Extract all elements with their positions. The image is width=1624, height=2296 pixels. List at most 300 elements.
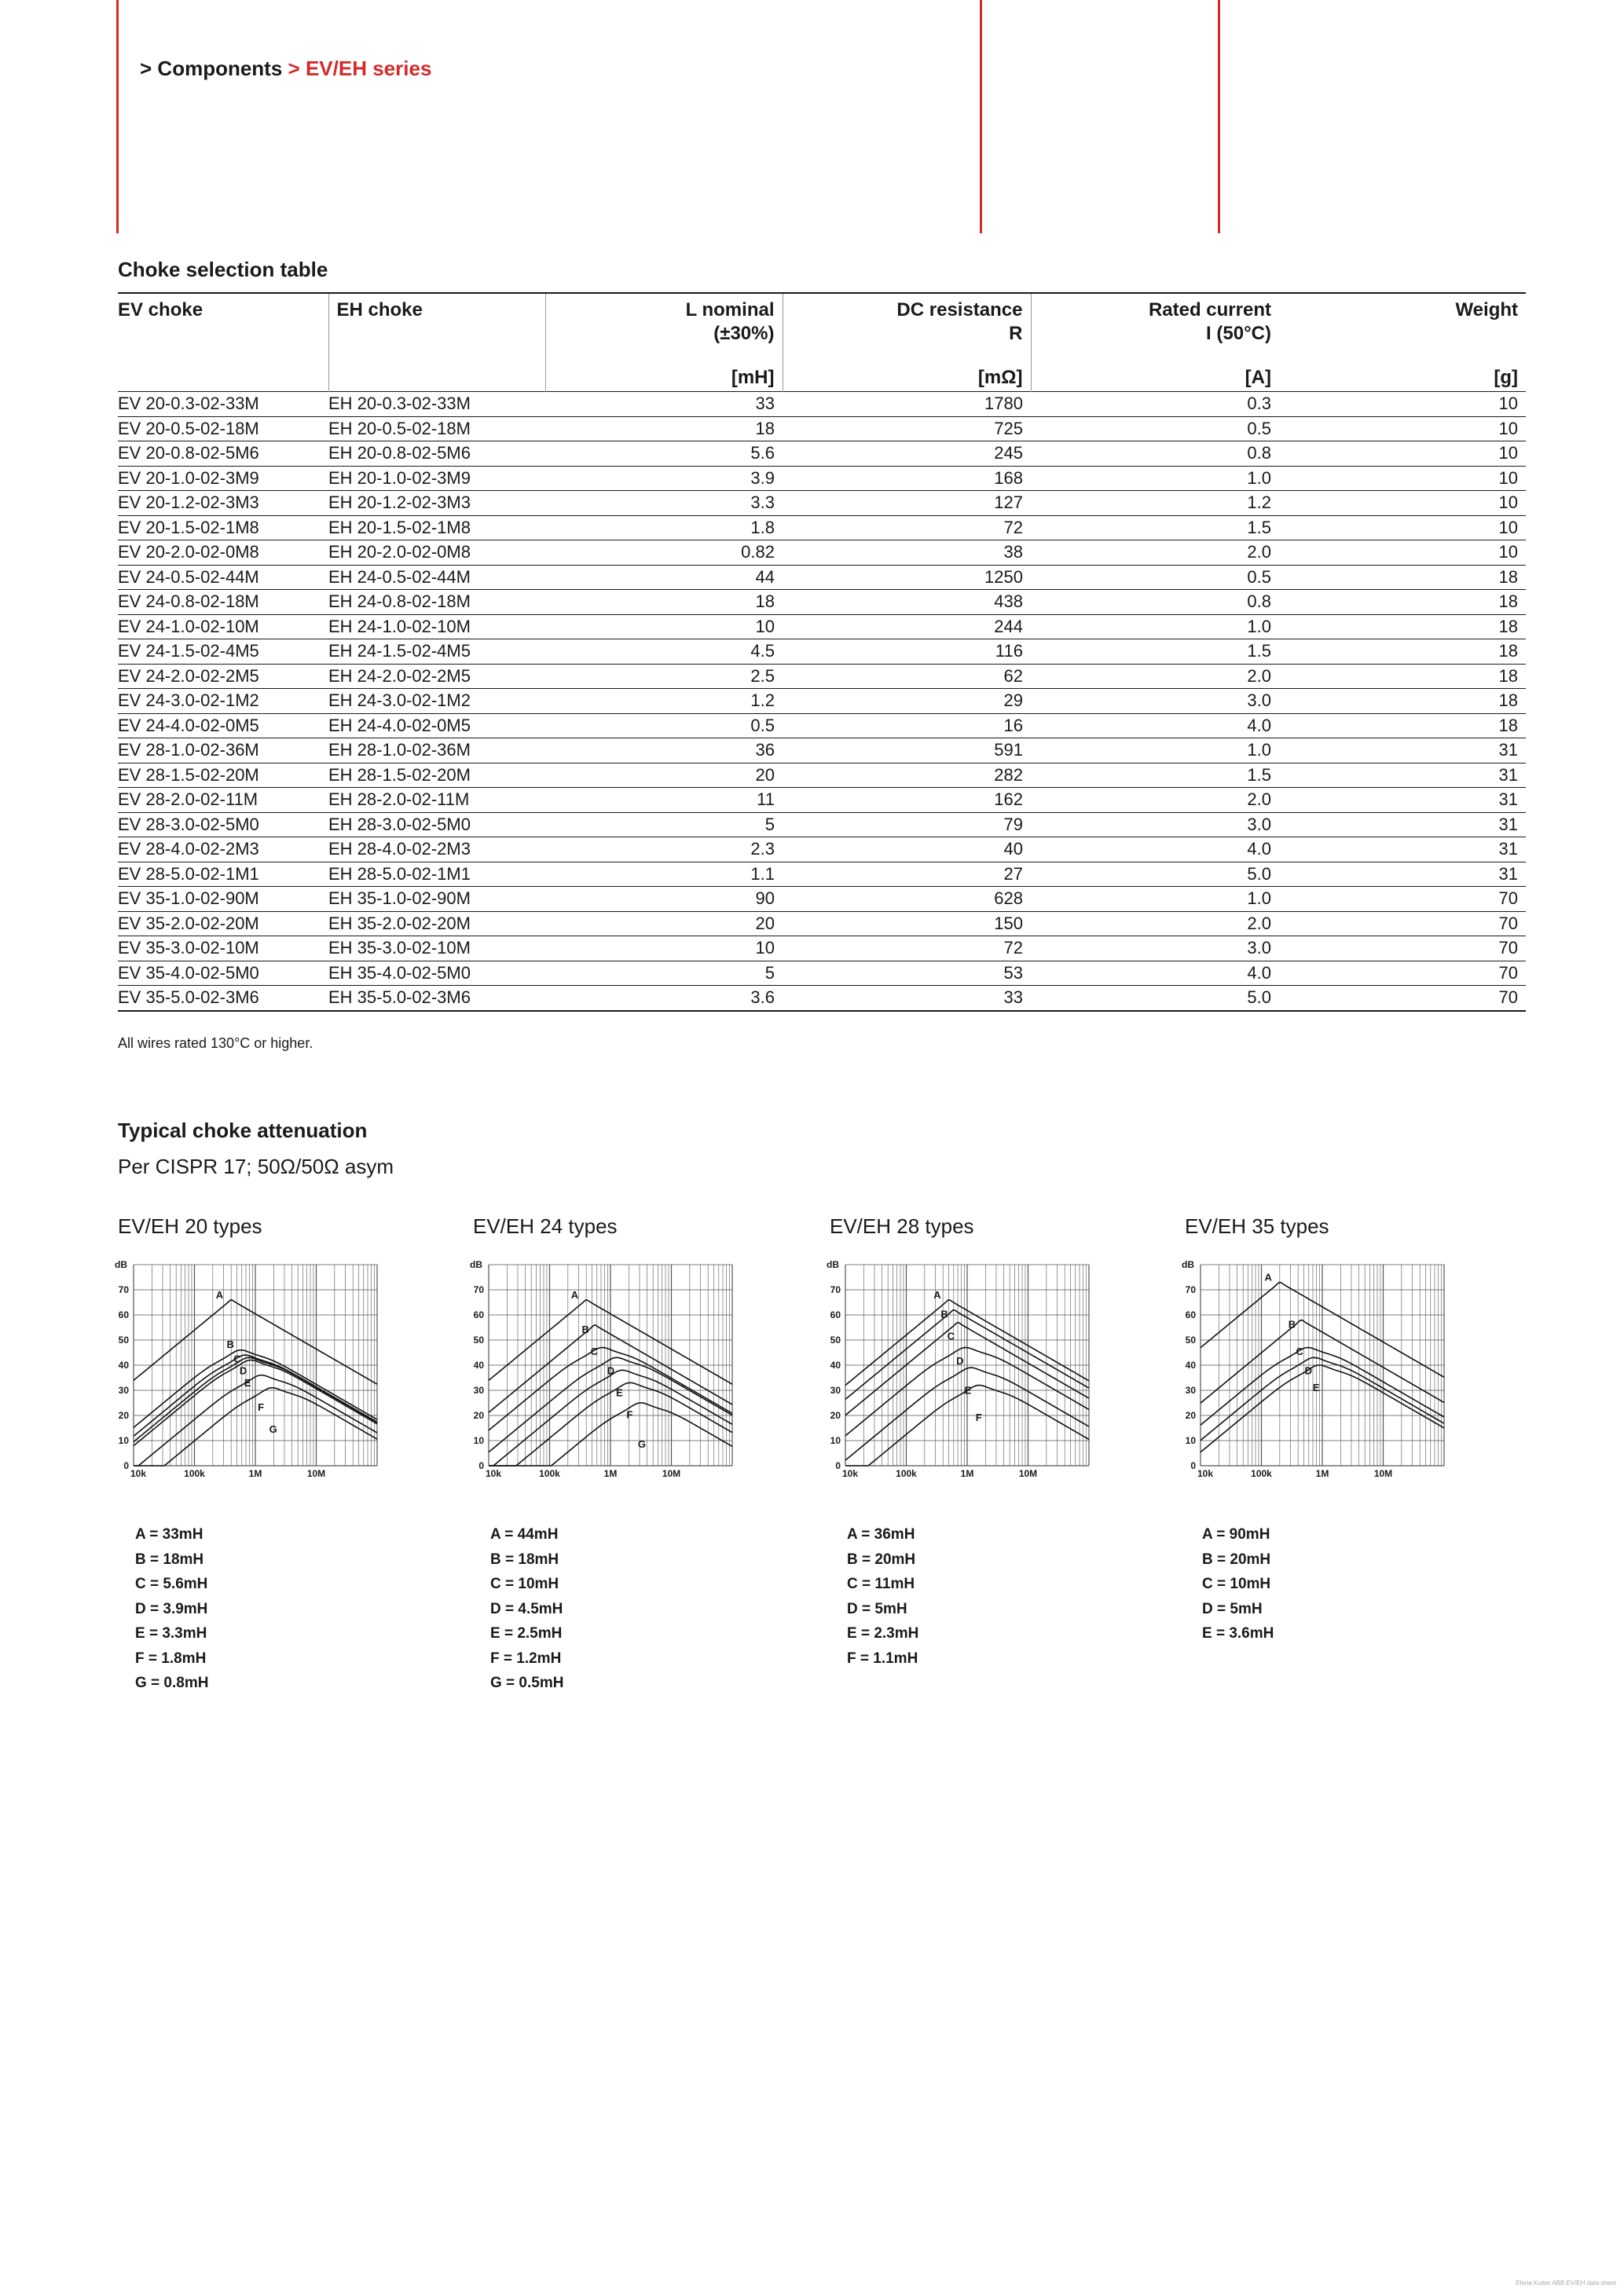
- cell-eh-choke: EH 20-1.2-02-3M3: [328, 491, 545, 516]
- header-ev-choke: EV choke: [118, 293, 328, 364]
- choke-selection-table: [118, 292, 1526, 1012]
- cell-dc-resistance: 1250: [783, 565, 1031, 590]
- legend-entry: D = 5mH: [847, 1600, 907, 1617]
- y-tick-label: 0: [1190, 1460, 1196, 1471]
- breadcrumb: [140, 57, 431, 81]
- header-dc-symbol: R: [1009, 323, 1023, 344]
- cell-weight: 70: [1279, 911, 1526, 936]
- header-rated-sub: I (50°C): [1206, 323, 1271, 344]
- y-tick-label: 20: [118, 1410, 129, 1421]
- header-dc-resistance: [783, 293, 1031, 364]
- y-tick-label: 20: [1185, 1410, 1196, 1421]
- legend-entry: F = 1.1mH: [847, 1650, 918, 1667]
- y-tick-label: 60: [830, 1309, 841, 1320]
- y-tick-label: 10: [118, 1435, 129, 1446]
- cell-dc-resistance: 16: [783, 713, 1031, 738]
- cell-eh-choke: EH 24-4.0-02-0M5: [328, 713, 545, 738]
- y-tick-label: 10: [473, 1435, 484, 1446]
- curve-label: E: [1312, 1382, 1320, 1394]
- cell-l-nominal: 20: [545, 763, 783, 788]
- legend-entry: A = 36mH: [847, 1526, 915, 1543]
- legend-entry: B = 18mH: [135, 1551, 204, 1568]
- y-tick-label: 30: [473, 1385, 484, 1396]
- curve-label: F: [626, 1408, 633, 1421]
- attenuation-chart-35: [1177, 1249, 1452, 1492]
- cell-rated-current: 1.0: [1031, 614, 1279, 639]
- table-row: [118, 936, 1526, 961]
- legend-entry: E = 2.5mH: [490, 1625, 563, 1642]
- cell-dc-resistance: 725: [783, 416, 1031, 441]
- cell-rated-current: 4.0: [1031, 961, 1279, 986]
- cell-l-nominal: 11: [545, 788, 783, 813]
- header-l-tolerance: (±30%): [713, 323, 775, 344]
- cell-rated-current: 1.5: [1031, 515, 1279, 540]
- x-tick-label: 10M: [306, 1468, 326, 1479]
- table-row: [118, 689, 1526, 714]
- cell-ev-choke: EV 28-3.0-02-5M0: [118, 812, 328, 837]
- cell-weight: 31: [1279, 788, 1526, 813]
- table-row: [118, 639, 1526, 665]
- cell-l-nominal: 90: [545, 887, 783, 912]
- table-row: [118, 565, 1526, 590]
- cell-weight: 18: [1279, 590, 1526, 615]
- cell-rated-current: 2.0: [1031, 664, 1279, 689]
- cell-ev-choke: EV 24-3.0-02-1M2: [118, 689, 328, 714]
- cell-rated-current: 0.3: [1031, 392, 1279, 417]
- cell-ev-choke: EV 28-2.0-02-11M: [118, 788, 328, 813]
- cell-l-nominal: 18: [545, 416, 783, 441]
- x-tick-label: 10k: [130, 1468, 147, 1479]
- cell-dc-resistance: 62: [783, 664, 1031, 689]
- cell-ev-choke: EV 20-1.2-02-3M3: [118, 491, 328, 516]
- x-tick-label: 1M: [1315, 1468, 1329, 1479]
- unit-g: [g]: [1494, 367, 1518, 388]
- header-rated-label: Rated current: [1148, 299, 1271, 320]
- cell-dc-resistance: 53: [783, 961, 1031, 986]
- table-row: [118, 614, 1526, 639]
- curve-label: G: [269, 1423, 277, 1435]
- cell-l-nominal: 10: [545, 936, 783, 961]
- cell-weight: 18: [1279, 639, 1526, 665]
- legend-entry: E = 3.3mH: [135, 1625, 207, 1642]
- attenuation-chart-20: [110, 1249, 385, 1492]
- cell-weight: 31: [1279, 862, 1526, 887]
- cell-dc-resistance: 245: [783, 441, 1031, 467]
- cell-l-nominal: 1.1: [545, 862, 783, 887]
- cell-weight: 18: [1279, 614, 1526, 639]
- legend-entry: A = 90mH: [1202, 1526, 1270, 1543]
- x-tick-label: 10M: [662, 1468, 681, 1479]
- legend-entry: G = 0.8mH: [135, 1675, 209, 1691]
- cell-weight: 31: [1279, 738, 1526, 764]
- cell-dc-resistance: 27: [783, 862, 1031, 887]
- y-axis-label: dB: [827, 1259, 839, 1270]
- header-l-nominal-label: L nominal: [685, 299, 775, 320]
- legend-entry: F = 1.2mH: [490, 1650, 562, 1667]
- y-tick-label: 60: [1185, 1309, 1196, 1320]
- curve-label: D: [239, 1364, 247, 1377]
- table-title: Choke selection table: [118, 258, 328, 281]
- x-tick-label: 1M: [960, 1468, 974, 1479]
- legend-entry: F = 1.8mH: [135, 1650, 207, 1667]
- legend-entry: E = 3.6mH: [1202, 1625, 1274, 1642]
- cell-l-nominal: 44: [545, 565, 783, 590]
- cell-rated-current: 0.5: [1031, 416, 1279, 441]
- table-row: [118, 862, 1526, 887]
- cell-weight: 70: [1279, 961, 1526, 986]
- breadcrumb-current: EV/EH series: [305, 57, 432, 80]
- cell-ev-choke: EV 20-0.5-02-18M: [118, 416, 328, 441]
- y-tick-label: 20: [830, 1410, 841, 1421]
- unit-mohm: [mΩ]: [783, 364, 1031, 392]
- cell-rated-current: 4.0: [1031, 837, 1279, 862]
- cell-ev-choke: EV 24-0.5-02-44M: [118, 565, 328, 590]
- x-tick-label: 1M: [248, 1468, 262, 1479]
- cell-dc-resistance: 79: [783, 812, 1031, 837]
- cell-dc-resistance: 38: [783, 540, 1031, 566]
- cell-eh-choke: EH 35-3.0-02-10M: [328, 936, 545, 961]
- cell-ev-choke: EV 20-1.5-02-1M8: [118, 515, 328, 540]
- cell-ev-choke: EV 28-4.0-02-2M3: [118, 837, 328, 862]
- legend-entry: C = 10mH: [1202, 1576, 1271, 1592]
- legend-entry: D = 4.5mH: [490, 1600, 563, 1617]
- cell-dc-resistance: 591: [783, 738, 1031, 764]
- curve-label: B: [1288, 1318, 1296, 1331]
- cell-dc-resistance: 1780: [783, 392, 1031, 417]
- curve-label: F: [258, 1401, 265, 1413]
- cell-rated-current: 3.0: [1031, 812, 1279, 837]
- cell-weight: 10: [1279, 416, 1526, 441]
- y-tick-label: 50: [118, 1335, 129, 1346]
- table-note: All wires rated 130°C or higher.: [118, 1035, 313, 1051]
- cell-weight: 10: [1279, 466, 1526, 491]
- table-row: [118, 540, 1526, 566]
- cell-dc-resistance: 438: [783, 590, 1031, 615]
- y-tick-label: 10: [830, 1435, 841, 1446]
- x-tick-label: 100k: [1251, 1468, 1272, 1479]
- legend-35: [1202, 1522, 1274, 1646]
- y-tick-label: 50: [473, 1335, 484, 1346]
- table-row: [118, 738, 1526, 764]
- legend-entry: C = 11mH: [847, 1576, 915, 1592]
- breadcrumb-separator: >: [288, 57, 300, 80]
- y-axis-label: dB: [115, 1259, 127, 1270]
- y-tick-label: 30: [830, 1385, 841, 1396]
- footer-note: Elena Kotter ABB EV/EH data sheet: [1516, 2280, 1616, 2287]
- cell-l-nominal: 2.3: [545, 837, 783, 862]
- curve-label: E: [615, 1386, 623, 1399]
- cell-ev-choke: EV 24-1.5-02-4M5: [118, 639, 328, 665]
- table-row: [118, 837, 1526, 862]
- legend-entry: D = 5mH: [1202, 1600, 1263, 1617]
- cell-eh-choke: EH 24-1.5-02-4M5: [328, 639, 545, 665]
- y-tick-label: 50: [830, 1335, 841, 1346]
- cell-l-nominal: 3.3: [545, 491, 783, 516]
- y-tick-label: 70: [1185, 1284, 1196, 1295]
- y-tick-label: 20: [473, 1410, 484, 1421]
- curve-label: C: [590, 1345, 598, 1357]
- cell-l-nominal: 10: [545, 614, 783, 639]
- cell-rated-current: 0.5: [1031, 565, 1279, 590]
- y-tick-label: 30: [1185, 1385, 1196, 1396]
- legend-entry: E = 2.3mH: [847, 1625, 919, 1642]
- x-tick-label: 10k: [1197, 1468, 1214, 1479]
- cell-eh-choke: EH 28-3.0-02-5M0: [328, 812, 545, 837]
- cell-dc-resistance: 628: [783, 887, 1031, 912]
- legend-entry: C = 5.6mH: [135, 1576, 208, 1592]
- cell-rated-current: 1.5: [1031, 639, 1279, 665]
- y-tick-label: 40: [830, 1360, 841, 1371]
- table-row: [118, 441, 1526, 467]
- cell-rated-current: 3.0: [1031, 689, 1279, 714]
- cell-l-nominal: 1.8: [545, 515, 783, 540]
- cell-eh-choke: EH 24-0.5-02-44M: [328, 565, 545, 590]
- y-tick-label: 0: [835, 1460, 841, 1471]
- cell-eh-choke: EH 20-0.3-02-33M: [328, 392, 545, 417]
- graph-title-35: EV/EH 35 types: [1185, 1214, 1329, 1238]
- curve-label: A: [933, 1288, 941, 1301]
- table-row: [118, 812, 1526, 837]
- curve-label: A: [1264, 1271, 1272, 1283]
- header-eh-choke: [328, 293, 545, 364]
- cell-rated-current: 5.0: [1031, 986, 1279, 1011]
- cell-weight: 31: [1279, 812, 1526, 837]
- legend-entry: B = 18mH: [490, 1551, 559, 1568]
- cell-rated-current: 5.0: [1031, 862, 1279, 887]
- breadcrumb-section[interactable]: Components: [157, 57, 283, 80]
- cell-eh-choke: EH 28-2.0-02-11M: [328, 788, 545, 813]
- cell-rated-current: 1.0: [1031, 466, 1279, 491]
- x-tick-label: 10M: [1018, 1468, 1038, 1479]
- cell-l-nominal: 5: [545, 812, 783, 837]
- curve-label: G: [637, 1438, 646, 1451]
- table-row: [118, 911, 1526, 936]
- cell-eh-choke: EH 35-4.0-02-5M0: [328, 961, 545, 986]
- x-tick-label: 100k: [184, 1468, 205, 1479]
- cell-ev-choke: EV 20-1.0-02-3M9: [118, 466, 328, 491]
- cell-rated-current: 3.0: [1031, 936, 1279, 961]
- cell-l-nominal: 33: [545, 392, 783, 417]
- cell-rated-current: 1.2: [1031, 491, 1279, 516]
- cell-rated-current: 1.5: [1031, 763, 1279, 788]
- cell-eh-choke: EH 20-0.5-02-18M: [328, 416, 545, 441]
- y-tick-label: 60: [118, 1309, 129, 1320]
- legend-28: [847, 1522, 918, 1671]
- y-tick-label: 0: [123, 1460, 129, 1471]
- cell-dc-resistance: 127: [783, 491, 1031, 516]
- legend-entry: A = 33mH: [135, 1526, 203, 1543]
- y-tick-label: 40: [118, 1360, 129, 1371]
- cell-l-nominal: 3.9: [545, 466, 783, 491]
- red-rule-left: [116, 0, 119, 233]
- table-row: [118, 515, 1526, 540]
- curve-label: C: [947, 1330, 955, 1342]
- cell-dc-resistance: 150: [783, 911, 1031, 936]
- cell-weight: 10: [1279, 392, 1526, 417]
- cell-weight: 70: [1279, 986, 1526, 1011]
- cell-eh-choke: EH 28-4.0-02-2M3: [328, 837, 545, 862]
- cell-weight: 70: [1279, 936, 1526, 961]
- curve-label: E: [244, 1376, 251, 1389]
- cell-eh-choke: EH 28-1.0-02-36M: [328, 738, 545, 764]
- table-row: [118, 713, 1526, 738]
- cell-rated-current: 0.8: [1031, 441, 1279, 467]
- red-rule-right: [1218, 0, 1220, 233]
- curve-label: D: [1304, 1364, 1312, 1377]
- x-tick-label: 1M: [603, 1468, 618, 1479]
- table-row: [118, 466, 1526, 491]
- cell-rated-current: 4.0: [1031, 713, 1279, 738]
- cell-dc-resistance: 116: [783, 639, 1031, 665]
- unit-a: [A]: [1031, 364, 1279, 392]
- x-tick-label: 100k: [539, 1468, 560, 1479]
- cell-eh-choke: EH 20-0.8-02-5M6: [328, 441, 545, 467]
- cell-eh-choke: EH 24-3.0-02-1M2: [328, 689, 545, 714]
- cell-eh-choke: EH 20-1.0-02-3M9: [328, 466, 545, 491]
- cell-ev-choke: EV 24-0.8-02-18M: [118, 590, 328, 615]
- cell-rated-current: 0.8: [1031, 590, 1279, 615]
- cell-ev-choke: EV 24-1.0-02-10M: [118, 614, 328, 639]
- cell-eh-choke: EH 24-2.0-02-2M5: [328, 664, 545, 689]
- breadcrumb-prefix: >: [140, 57, 152, 80]
- cell-eh-choke: EH 20-1.5-02-1M8: [328, 515, 545, 540]
- x-tick-label: 10M: [1373, 1468, 1393, 1479]
- legend-entry: D = 3.9mH: [135, 1600, 208, 1617]
- table-row: [118, 416, 1526, 441]
- cell-l-nominal: 0.5: [545, 713, 783, 738]
- table-row: [118, 664, 1526, 689]
- cell-ev-choke: EV 35-5.0-02-3M6: [118, 986, 328, 1011]
- cell-dc-resistance: 40: [783, 837, 1031, 862]
- cell-l-nominal: 3.6: [545, 986, 783, 1011]
- table-row: [118, 392, 1526, 417]
- table-row: [118, 986, 1526, 1011]
- cell-eh-choke: EH 28-5.0-02-1M1: [328, 862, 545, 887]
- table-row: [118, 763, 1526, 788]
- cell-ev-choke: EV 35-2.0-02-20M: [118, 911, 328, 936]
- header-weight: Weight: [1279, 293, 1526, 364]
- cell-rated-current: 2.0: [1031, 540, 1279, 566]
- header-rated-current: [1031, 293, 1279, 364]
- y-tick-label: 0: [478, 1460, 484, 1471]
- cell-ev-choke: EV 28-1.5-02-20M: [118, 763, 328, 788]
- cell-eh-choke: EH 20-2.0-02-0M8: [328, 540, 545, 566]
- curve-label: B: [581, 1323, 589, 1335]
- red-rule-middle: [980, 0, 982, 233]
- cell-dc-resistance: 33: [783, 986, 1031, 1011]
- cell-l-nominal: 5: [545, 961, 783, 986]
- unit-mh: [mH]: [545, 364, 783, 392]
- legend-20: [135, 1522, 208, 1696]
- legend-24: [490, 1522, 563, 1696]
- y-tick-label: 70: [118, 1284, 129, 1295]
- cell-rated-current: 2.0: [1031, 788, 1279, 813]
- curve-label: F: [975, 1411, 982, 1423]
- cell-l-nominal: 0.82: [545, 540, 783, 566]
- header-dc-label: DC resistance: [896, 299, 1023, 320]
- y-tick-label: 30: [118, 1385, 129, 1396]
- table-row: [118, 788, 1526, 813]
- cell-l-nominal: 5.6: [545, 441, 783, 467]
- legend-entry: B = 20mH: [847, 1551, 916, 1568]
- y-tick-label: 40: [473, 1360, 484, 1371]
- cell-dc-resistance: 168: [783, 466, 1031, 491]
- cell-dc-resistance: 29: [783, 689, 1031, 714]
- y-tick-label: 60: [473, 1309, 484, 1320]
- cell-rated-current: 1.0: [1031, 887, 1279, 912]
- curve-label: D: [956, 1354, 964, 1367]
- x-tick-label: 10k: [485, 1468, 502, 1479]
- header-eh-label: EH choke: [336, 299, 423, 320]
- curve-label: A: [215, 1288, 224, 1301]
- cell-weight: 10: [1279, 441, 1526, 467]
- cell-ev-choke: EV 35-1.0-02-90M: [118, 887, 328, 912]
- cell-weight: 10: [1279, 491, 1526, 516]
- cell-ev-choke: EV 24-2.0-02-2M5: [118, 664, 328, 689]
- cell-ev-choke: EV 35-4.0-02-5M0: [118, 961, 328, 986]
- cell-l-nominal: 36: [545, 738, 783, 764]
- cell-weight: 70: [1279, 887, 1526, 912]
- y-axis-label: dB: [1182, 1259, 1194, 1270]
- curve-label: A: [570, 1288, 579, 1301]
- cell-weight: 10: [1279, 540, 1526, 566]
- cell-eh-choke: EH 35-5.0-02-3M6: [328, 986, 545, 1011]
- cell-weight: 18: [1279, 565, 1526, 590]
- x-tick-label: 100k: [896, 1468, 917, 1479]
- cell-dc-resistance: 72: [783, 936, 1031, 961]
- legend-entry: G = 0.5mH: [490, 1675, 564, 1691]
- table-row: [118, 590, 1526, 615]
- cell-eh-choke: EH 24-0.8-02-18M: [328, 590, 545, 615]
- y-tick-label: 70: [473, 1284, 484, 1295]
- cell-weight: 18: [1279, 664, 1526, 689]
- legend-entry: B = 20mH: [1202, 1551, 1271, 1568]
- cell-ev-choke: EV 20-0.8-02-5M6: [118, 441, 328, 467]
- curve-label: C: [1296, 1345, 1303, 1357]
- attenuation-title: Typical choke attenuation: [118, 1119, 368, 1142]
- cell-l-nominal: 2.5: [545, 664, 783, 689]
- cell-dc-resistance: 244: [783, 614, 1031, 639]
- cell-ev-choke: EV 20-0.3-02-33M: [118, 392, 328, 417]
- cell-l-nominal: 1.2: [545, 689, 783, 714]
- y-tick-label: 40: [1185, 1360, 1196, 1371]
- cell-rated-current: 1.0: [1031, 738, 1279, 764]
- cell-l-nominal: 20: [545, 911, 783, 936]
- cell-rated-current: 2.0: [1031, 911, 1279, 936]
- attenuation-chart-24: [465, 1249, 740, 1492]
- cell-weight: 10: [1279, 515, 1526, 540]
- attenuation-subtitle: Per CISPR 17; 50Ω/50Ω asym: [118, 1155, 394, 1178]
- table-row: [118, 887, 1526, 912]
- y-axis-label: dB: [470, 1259, 482, 1270]
- y-tick-label: 10: [1185, 1435, 1196, 1446]
- cell-weight: 31: [1279, 837, 1526, 862]
- graph-title-24: EV/EH 24 types: [473, 1214, 618, 1238]
- cell-eh-choke: EH 24-1.0-02-10M: [328, 614, 545, 639]
- table-row: [118, 961, 1526, 986]
- legend-entry: C = 10mH: [490, 1576, 559, 1592]
- table-row: [118, 491, 1526, 516]
- cell-dc-resistance: 72: [783, 515, 1031, 540]
- cell-ev-choke: EV 28-5.0-02-1M1: [118, 862, 328, 887]
- graph-title-20: EV/EH 20 types: [118, 1214, 262, 1238]
- cell-dc-resistance: 162: [783, 788, 1031, 813]
- y-tick-label: 70: [830, 1284, 841, 1295]
- curve-label: B: [940, 1308, 948, 1320]
- cell-weight: 18: [1279, 689, 1526, 714]
- cell-ev-choke: EV 20-2.0-02-0M8: [118, 540, 328, 566]
- cell-dc-resistance: 282: [783, 763, 1031, 788]
